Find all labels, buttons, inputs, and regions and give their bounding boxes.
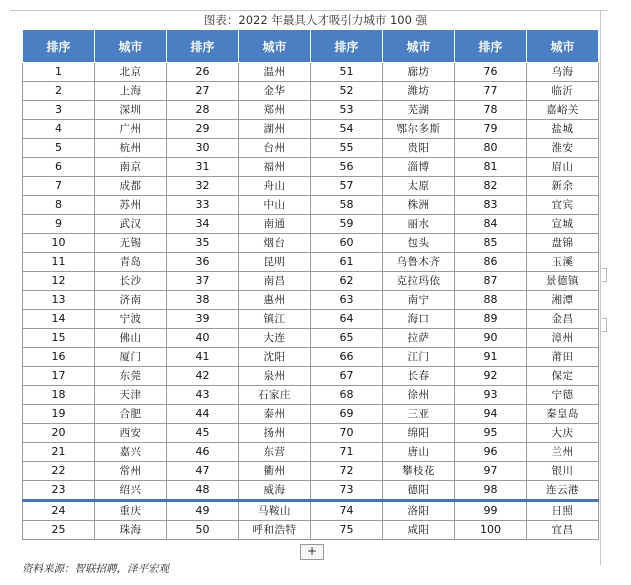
city-cell: 宁德	[527, 386, 599, 405]
rank-cell: 9	[23, 215, 95, 234]
rank-cell: 56	[311, 158, 383, 177]
rank-cell: 8	[23, 196, 95, 215]
table-row	[23, 158, 599, 177]
city-cell: 中山	[239, 196, 311, 215]
rank-cell: 65	[311, 329, 383, 348]
rank-cell: 80	[455, 139, 527, 158]
rank-cell: 49	[167, 501, 239, 521]
rank-cell: 13	[23, 291, 95, 310]
city-cell: 成都	[95, 177, 167, 196]
rank-cell: 54	[311, 120, 383, 139]
city-cell: 北京	[95, 63, 167, 82]
city-cell: 湘潭	[527, 291, 599, 310]
rank-cell: 68	[311, 386, 383, 405]
header-rank: 排序	[311, 30, 383, 63]
rank-cell: 79	[455, 120, 527, 139]
page-frame-right	[600, 10, 601, 565]
table-row	[23, 63, 599, 82]
city-cell: 沈阳	[239, 348, 311, 367]
rank-cell: 4	[23, 120, 95, 139]
rank-cell: 14	[23, 310, 95, 329]
rank-cell: 15	[23, 329, 95, 348]
header-rank: 排序	[167, 30, 239, 63]
city-cell: 苏州	[95, 196, 167, 215]
rank-cell: 84	[455, 215, 527, 234]
rank-cell: 85	[455, 234, 527, 253]
rank-cell: 45	[167, 424, 239, 443]
rank-cell: 37	[167, 272, 239, 291]
rank-cell: 53	[311, 101, 383, 120]
city-cell: 莆田	[527, 348, 599, 367]
header-row	[23, 30, 599, 63]
rank-cell: 39	[167, 310, 239, 329]
rank-cell: 99	[455, 501, 527, 521]
rank-cell: 12	[23, 272, 95, 291]
city-cell: 金华	[239, 82, 311, 101]
rank-cell: 16	[23, 348, 95, 367]
city-cell: 唐山	[383, 443, 455, 462]
city-cell: 绵阳	[383, 424, 455, 443]
city-cell: 惠州	[239, 291, 311, 310]
rank-cell: 72	[311, 462, 383, 481]
rank-cell: 19	[23, 405, 95, 424]
table-row	[23, 367, 599, 386]
city-cell: 青岛	[95, 253, 167, 272]
rank-cell: 7	[23, 177, 95, 196]
rank-cell: 66	[311, 348, 383, 367]
rank-cell: 17	[23, 367, 95, 386]
rank-cell: 87	[455, 272, 527, 291]
city-cell: 马鞍山	[239, 501, 311, 521]
city-cell: 南昌	[239, 272, 311, 291]
rank-cell: 90	[455, 329, 527, 348]
city-cell: 泉州	[239, 367, 311, 386]
rank-cell: 5	[23, 139, 95, 158]
rank-cell: 23	[23, 481, 95, 501]
city-cell: 郑州	[239, 101, 311, 120]
table-row	[23, 521, 599, 540]
city-cell: 常州	[95, 462, 167, 481]
city-cell: 西安	[95, 424, 167, 443]
city-cell: 重庆	[95, 501, 167, 521]
table-row	[23, 329, 599, 348]
city-cell: 宁波	[95, 310, 167, 329]
rank-cell: 46	[167, 443, 239, 462]
rank-cell: 83	[455, 196, 527, 215]
rank-cell: 38	[167, 291, 239, 310]
city-cell: 景德镇	[527, 272, 599, 291]
rank-cell: 36	[167, 253, 239, 272]
table-row	[23, 501, 599, 521]
table-row	[23, 348, 599, 367]
table-row	[23, 481, 599, 501]
city-cell: 佛山	[95, 329, 167, 348]
rank-cell: 58	[311, 196, 383, 215]
rank-cell: 75	[311, 521, 383, 540]
city-cell: 杭州	[95, 139, 167, 158]
table-caption: 图表：2022 年最具人才吸引力城市 100 强	[203, 13, 428, 27]
city-cell: 福州	[239, 158, 311, 177]
city-cell: 广州	[95, 120, 167, 139]
rank-cell: 77	[455, 82, 527, 101]
rank-cell: 40	[167, 329, 239, 348]
city-cell: 海口	[383, 310, 455, 329]
rank-cell: 92	[455, 367, 527, 386]
rank-cell: 32	[167, 177, 239, 196]
city-cell: 日照	[527, 501, 599, 521]
city-cell: 徐州	[383, 386, 455, 405]
table-row	[23, 386, 599, 405]
page-frame-top	[10, 10, 608, 11]
city-cell: 珠海	[95, 521, 167, 540]
city-cell: 济南	[95, 291, 167, 310]
rank-cell: 10	[23, 234, 95, 253]
table-row	[23, 120, 599, 139]
rank-cell: 57	[311, 177, 383, 196]
city-cell: 嘉峪关	[527, 101, 599, 120]
rank-cell: 60	[311, 234, 383, 253]
rank-cell: 35	[167, 234, 239, 253]
city-cell: 南宁	[383, 291, 455, 310]
city-cell: 贵阳	[383, 139, 455, 158]
rank-cell: 89	[455, 310, 527, 329]
city-cell: 宣城	[527, 215, 599, 234]
city-cell: 镇江	[239, 310, 311, 329]
margin-marker	[602, 268, 607, 282]
city-cell: 湖州	[239, 120, 311, 139]
rank-cell: 55	[311, 139, 383, 158]
rank-cell: 67	[311, 367, 383, 386]
table-row	[23, 405, 599, 424]
header-rank: 排序	[23, 30, 95, 63]
city-cell: 兰州	[527, 443, 599, 462]
city-cell: 鄂尔多斯	[383, 120, 455, 139]
rank-cell: 100	[455, 521, 527, 540]
city-cell: 攀枝花	[383, 462, 455, 481]
rank-cell: 97	[455, 462, 527, 481]
city-cell: 临沂	[527, 82, 599, 101]
city-cell: 太原	[383, 177, 455, 196]
city-cell: 泰州	[239, 405, 311, 424]
city-cell: 无锡	[95, 234, 167, 253]
rank-cell: 73	[311, 481, 383, 501]
rank-cell: 88	[455, 291, 527, 310]
header-city: 城市	[95, 30, 167, 63]
rank-cell: 28	[167, 101, 239, 120]
city-cell: 长春	[383, 367, 455, 386]
table-row	[23, 82, 599, 101]
table-row	[23, 177, 599, 196]
city-cell: 盐城	[527, 120, 599, 139]
table-row	[23, 234, 599, 253]
rank-cell: 41	[167, 348, 239, 367]
city-cell: 保定	[527, 367, 599, 386]
table-row	[23, 196, 599, 215]
rank-cell: 3	[23, 101, 95, 120]
city-cell: 绍兴	[95, 481, 167, 501]
rank-cell: 24	[23, 501, 95, 521]
city-cell: 拉萨	[383, 329, 455, 348]
header-city: 城市	[239, 30, 311, 63]
rank-cell: 50	[167, 521, 239, 540]
city-cell: 三亚	[383, 405, 455, 424]
city-cell: 厦门	[95, 348, 167, 367]
city-cell: 南通	[239, 215, 311, 234]
margin-marker	[602, 318, 607, 332]
rank-cell: 91	[455, 348, 527, 367]
city-cell: 昆明	[239, 253, 311, 272]
header-city: 城市	[527, 30, 599, 63]
rank-cell: 70	[311, 424, 383, 443]
table-row	[23, 253, 599, 272]
rank-cell: 62	[311, 272, 383, 291]
city-cell: 丽水	[383, 215, 455, 234]
city-cell: 台州	[239, 139, 311, 158]
city-cell: 盘锦	[527, 234, 599, 253]
city-cell: 上海	[95, 82, 167, 101]
city-cell: 包头	[383, 234, 455, 253]
rank-cell: 29	[167, 120, 239, 139]
rank-cell: 26	[167, 63, 239, 82]
city-cell: 宜昌	[527, 521, 599, 540]
city-cell: 东莞	[95, 367, 167, 386]
rank-cell: 27	[167, 82, 239, 101]
rank-cell: 95	[455, 424, 527, 443]
rank-cell: 44	[167, 405, 239, 424]
header-rank: 排序	[455, 30, 527, 63]
rank-cell: 51	[311, 63, 383, 82]
city-cell: 乌鲁木齐	[383, 253, 455, 272]
rank-cell: 71	[311, 443, 383, 462]
rank-cell: 81	[455, 158, 527, 177]
city-cell: 石家庄	[239, 386, 311, 405]
city-cell: 克拉玛依	[383, 272, 455, 291]
city-cell: 温州	[239, 63, 311, 82]
ranking-table	[22, 29, 599, 540]
city-cell: 宜宾	[527, 196, 599, 215]
rank-cell: 94	[455, 405, 527, 424]
rank-cell: 96	[455, 443, 527, 462]
rank-cell: 21	[23, 443, 95, 462]
rank-cell: 43	[167, 386, 239, 405]
rank-cell: 2	[23, 82, 95, 101]
city-cell: 大庆	[527, 424, 599, 443]
rank-cell: 34	[167, 215, 239, 234]
city-cell: 烟台	[239, 234, 311, 253]
table-row	[23, 139, 599, 158]
rank-cell: 69	[311, 405, 383, 424]
city-cell: 长沙	[95, 272, 167, 291]
city-cell: 天津	[95, 386, 167, 405]
rank-cell: 42	[167, 367, 239, 386]
city-cell: 乌海	[527, 63, 599, 82]
city-cell: 漳州	[527, 329, 599, 348]
rank-cell: 64	[311, 310, 383, 329]
city-cell: 南京	[95, 158, 167, 177]
table-row	[23, 291, 599, 310]
rank-cell: 59	[311, 215, 383, 234]
rank-cell: 48	[167, 481, 239, 501]
table-row	[23, 272, 599, 291]
city-cell: 舟山	[239, 177, 311, 196]
table-row	[23, 462, 599, 481]
add-row-button[interactable]: +	[300, 544, 324, 560]
city-cell: 金昌	[527, 310, 599, 329]
city-cell: 合肥	[95, 405, 167, 424]
city-cell: 连云港	[527, 481, 599, 501]
rank-cell: 22	[23, 462, 95, 481]
rank-cell: 52	[311, 82, 383, 101]
rank-cell: 20	[23, 424, 95, 443]
rank-cell: 30	[167, 139, 239, 158]
city-cell: 银川	[527, 462, 599, 481]
source-note: 资料来源：智联招聘，泽平宏观	[22, 563, 169, 575]
rank-cell: 63	[311, 291, 383, 310]
rank-cell: 93	[455, 386, 527, 405]
table-row	[23, 215, 599, 234]
city-cell: 扬州	[239, 424, 311, 443]
city-cell: 芜湖	[383, 101, 455, 120]
city-cell: 株洲	[383, 196, 455, 215]
city-cell: 秦皇岛	[527, 405, 599, 424]
table-row	[23, 443, 599, 462]
city-cell: 深圳	[95, 101, 167, 120]
rank-cell: 25	[23, 521, 95, 540]
city-cell: 淄博	[383, 158, 455, 177]
table-row	[23, 310, 599, 329]
city-cell: 江门	[383, 348, 455, 367]
city-cell: 武汉	[95, 215, 167, 234]
city-cell: 新余	[527, 177, 599, 196]
city-cell: 洛阳	[383, 501, 455, 521]
rank-cell: 11	[23, 253, 95, 272]
city-cell: 威海	[239, 481, 311, 501]
rank-cell: 31	[167, 158, 239, 177]
city-cell: 德阳	[383, 481, 455, 501]
city-cell: 潍坊	[383, 82, 455, 101]
city-cell: 眉山	[527, 158, 599, 177]
city-cell: 衢州	[239, 462, 311, 481]
rank-cell: 82	[455, 177, 527, 196]
city-cell: 淮安	[527, 139, 599, 158]
table-row	[23, 424, 599, 443]
city-cell: 东营	[239, 443, 311, 462]
rank-cell: 18	[23, 386, 95, 405]
city-cell: 嘉兴	[95, 443, 167, 462]
rank-cell: 1	[23, 63, 95, 82]
city-cell: 玉溪	[527, 253, 599, 272]
city-cell: 大连	[239, 329, 311, 348]
rank-cell: 61	[311, 253, 383, 272]
rank-cell: 78	[455, 101, 527, 120]
rank-cell: 6	[23, 158, 95, 177]
rank-cell: 47	[167, 462, 239, 481]
rank-cell: 74	[311, 501, 383, 521]
rank-cell: 86	[455, 253, 527, 272]
rank-cell: 98	[455, 481, 527, 501]
header-city: 城市	[383, 30, 455, 63]
table-row	[23, 101, 599, 120]
rank-cell: 33	[167, 196, 239, 215]
city-cell: 廊坊	[383, 63, 455, 82]
rank-cell: 76	[455, 63, 527, 82]
city-cell: 咸阳	[383, 521, 455, 540]
city-cell: 呼和浩特	[239, 521, 311, 540]
